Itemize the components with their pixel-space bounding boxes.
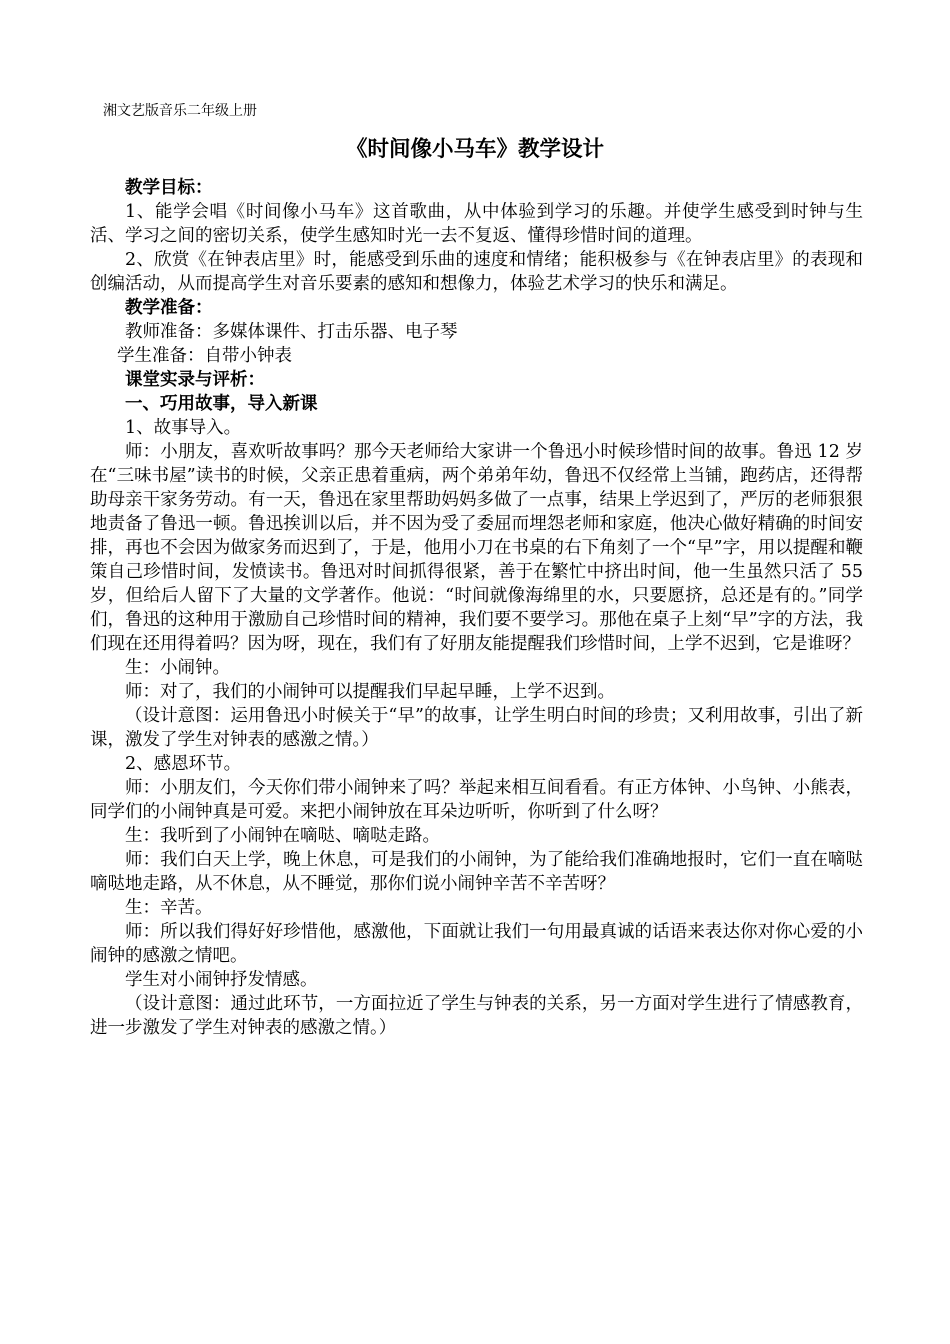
paragraph: 生：小闹钟。	[125, 658, 230, 678]
paragraph: 学生准备：自带小钟表	[117, 346, 292, 366]
paragraph: 1、能学会唱《时间像小马车》这首歌曲，从中体验到学习的乐趣。并使学生感受到时钟与生活、学习之间的密切关系，使学生感知时光一去不复返、懂得珍惜时间的道理。	[90, 202, 863, 246]
paragraph: 生：我听到了小闹钟在嘀哒、嘀哒走路。	[125, 826, 440, 846]
section-heading: 教学目标：	[125, 178, 213, 198]
section-heading: 一、巧用故事，导入新课	[125, 394, 318, 414]
paragraph: 师：我们白天上学，晚上休息，可是我们的小闹钟，为了能给我们准确地报时，它们一直在嘀哒嘀哒地走路，从不休息，从不睡觉，那你们说小闹钟辛苦不辛苦呀？	[90, 850, 863, 894]
paragraph: 2、欣赏《在钟表店里》时，能感受到乐曲的速度和情绪；能积极参与《在钟表店里》的表现和创编活动，从而提高学生对音乐要素的感知和想像力，体验艺术学习的快乐和满足。	[90, 250, 863, 294]
paragraph: （设计意图：通过此环节，一方面拉近了学生与钟表的关系，另一方面对学生进行了情感教育，进一步激发了学生对钟表的感激之情。）	[90, 994, 863, 1038]
document-title: 《时间像小马车》教学设计	[345, 137, 604, 162]
section-heading: 教学准备：	[125, 298, 213, 318]
paragraph: （设计意图：运用鲁迅小时候关于“早”的故事，让学生明白时间的珍贵；又利用故事，引出了新课，激发了学生对钟表的感激之情。）	[90, 706, 863, 750]
paragraph: 学生对小闹钟抒发情感。	[125, 970, 318, 990]
paragraph: 1、故事导入。	[125, 418, 242, 438]
document-body	[90, 176, 863, 1040]
header-note: 湘文艺版音乐二年级上册	[103, 103, 257, 119]
paragraph: 师：小朋友，喜欢听故事吗？那今天老师给大家讲一个鲁迅小时候珍惜时间的故事。鲁迅 12 岁在“三味书屋”读书的时候，父亲正患着重病，两个弟弟年幼，鲁迅不仅经常上当铺，跑药店，还得帮助母亲干家务劳动。有一天，鲁迅在家里帮助妈妈多做了一点事，结果上学迟到了，严厉的老师狠狠地责备了鲁迅一顿。鲁迅挨训以后，并不因为受了委屈而埋怨老师和家庭，他决心做好精确的时间安排，再也不会因为做家务而迟到了，于是，他用小刀在书桌的右下角刻了一个“早”字，用以提醒和鞭策自己珍惜时间，发愤读书。鲁迅对时间抓得很紧，善于在繁忙中挤出时间，他一生虽然只活了 55 岁，但给后人留下了大量的文学著作。他说：“时间就像海绵里的水，只要愿挤，总还是有的。”同学们，鲁迅的这种用于激励自己珍惜时间的精神，我们要不要学习。那他在桌子上刻“早”字的方法，我们现在还用得着吗？因为呀，现在，我们有了好朋友能提醒我们珍惜时间，上学不迟到，它是谁呀？	[90, 442, 863, 654]
paragraph: 师：所以我们得好好珍惜他，感激他，下面就让我们一句用最真诚的话语来表达你对你心爱的小闹钟的感激之情吧。	[90, 922, 863, 966]
paragraph: 师：小朋友们，今天你们带小闹钟来了吗？举起来相互间看看。有正方体钟、小鸟钟、小熊表，同学们的小闹钟真是可爱。来把小闹钟放在耳朵边听听，你听到了什么呀？	[90, 778, 863, 822]
paragraph: 2、感恩环节。	[125, 754, 242, 774]
section-heading: 课堂实录与评析：	[125, 370, 265, 390]
paragraph: 教师准备：多媒体课件、打击乐器、电子琴	[125, 322, 458, 342]
paragraph: 生：辛苦。	[125, 898, 213, 918]
paragraph: 师：对了，我们的小闹钟可以提醒我们早起早睡，上学不迟到。	[125, 682, 615, 702]
